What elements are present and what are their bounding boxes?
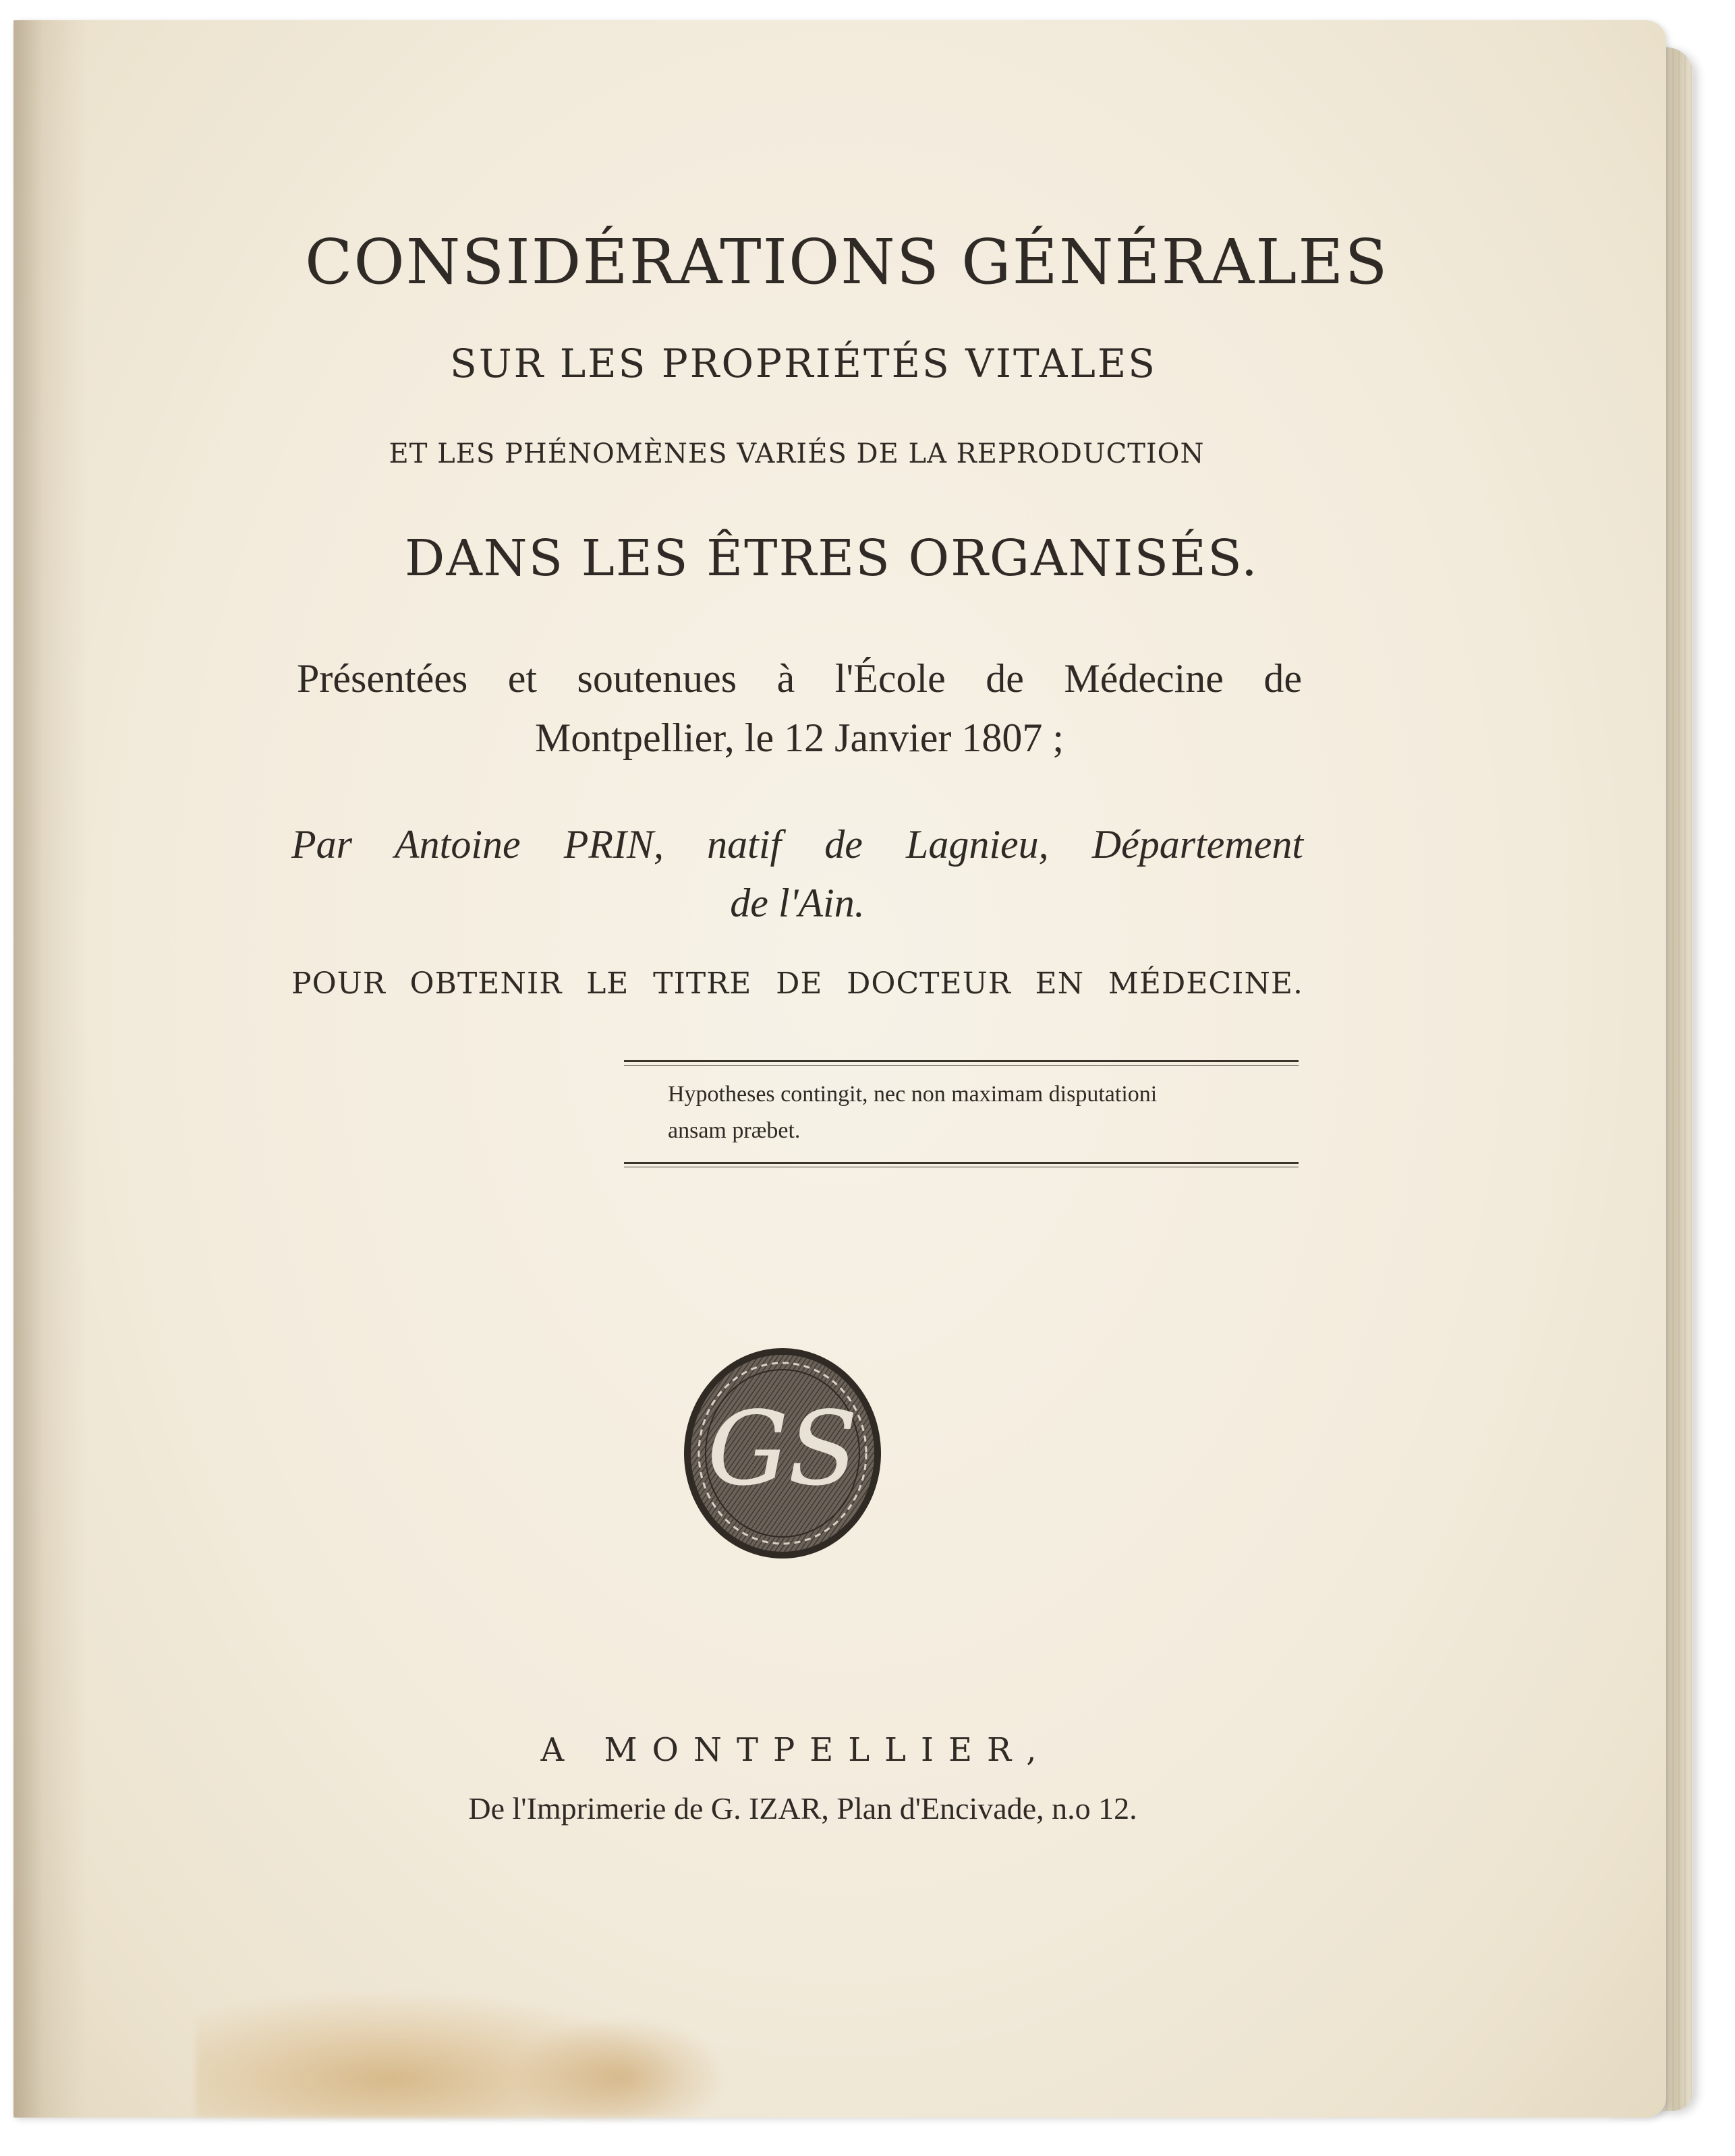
- presentation-line-1: Présentées et soutenues à l'École de Médecine de: [297, 656, 1302, 701]
- author-line-2: de l'Ain.: [730, 881, 865, 925]
- motto-rule-bottom: [624, 1162, 1299, 1164]
- imprint-printer: De l'Imprimerie de G. IZAR, Plan d'Encivade, n.o 12.: [468, 1791, 1137, 1826]
- imprint-city: A MONTPELLIER,: [540, 1731, 1052, 1769]
- seal-monogram: GS: [707, 1391, 858, 1508]
- presentation-line-2: Montpellier, le 12 Janvier 1807 ;: [534, 716, 1064, 760]
- author-line-1: Par Antoine PRIN, natif de Lagnieu, Département: [291, 822, 1303, 867]
- title-line-3: ET LES PHÉNOMÈNES VARIÉS DE LA REPRODUCTION: [389, 438, 1205, 469]
- degree-line: POUR OBTENIR LE TITRE DE DOCTEUR EN MÉDECINE.: [291, 966, 1303, 1001]
- motto-line-2: ansam præbet.: [668, 1118, 801, 1143]
- printer-seal-emblem: [681, 1345, 884, 1561]
- title-line-2: SUR LES PROPRIÉTÉS VITALES: [450, 341, 1157, 386]
- water-stain-secondary: [513, 2016, 729, 2118]
- title-line-4: DANS LES ÊTRES ORGANISÉS.: [405, 529, 1259, 587]
- title-line-1: CONSIDÉRATIONS GÉNÉRALES: [305, 226, 1389, 298]
- motto-rule-top: [624, 1060, 1299, 1062]
- motto-line-1: Hypotheses contingit, nec non maximam disputationi: [668, 1082, 1158, 1107]
- spine-gutter: [13, 20, 88, 2118]
